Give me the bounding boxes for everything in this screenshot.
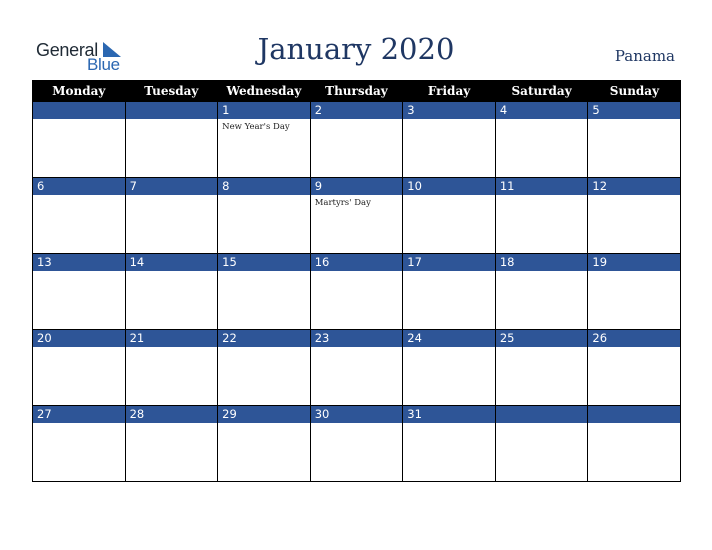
day-cell (403, 254, 496, 330)
day-cell (310, 406, 403, 482)
day-number: 16 (311, 254, 403, 271)
day-number (496, 406, 588, 423)
day-number: 8 (218, 178, 310, 195)
day-cell (218, 178, 311, 254)
weekday-monday: Monday (33, 80, 126, 102)
logo-word-general: General (36, 40, 98, 60)
day-cell (403, 102, 496, 178)
day-cell (588, 330, 681, 406)
weekday-thursday: Thursday (310, 80, 403, 102)
weekday-saturday: Saturday (495, 80, 588, 102)
day-cell (33, 406, 126, 482)
day-number: 30 (311, 406, 403, 423)
week-row-5 (33, 406, 681, 482)
weekday-header-row (33, 80, 681, 102)
day-cell (33, 330, 126, 406)
day-number: 11 (496, 178, 588, 195)
day-cell (588, 406, 681, 482)
day-cell (125, 330, 218, 406)
weekday-tuesday: Tuesday (125, 80, 218, 102)
day-cell (310, 254, 403, 330)
day-number: 31 (403, 406, 495, 423)
day-number: 1 (218, 102, 310, 119)
day-cell (588, 102, 681, 178)
day-cell (495, 254, 588, 330)
day-number: 3 (403, 102, 495, 119)
logo-word-blue: Blue (87, 55, 120, 74)
day-number: 23 (311, 330, 403, 347)
day-number: 29 (218, 406, 310, 423)
day-number: 24 (403, 330, 495, 347)
day-cell (310, 330, 403, 406)
day-cell (218, 254, 311, 330)
day-number: 2 (311, 102, 403, 119)
calendar-grid (32, 80, 681, 482)
day-number (126, 102, 218, 119)
day-number: 4 (496, 102, 588, 119)
day-number: 25 (496, 330, 588, 347)
day-number (33, 102, 125, 119)
day-cell (495, 102, 588, 178)
day-cell (125, 102, 218, 178)
day-number: 22 (218, 330, 310, 347)
day-cell (588, 178, 681, 254)
day-cell (33, 178, 126, 254)
day-number: 28 (126, 406, 218, 423)
day-cell (403, 406, 496, 482)
day-number: 19 (588, 254, 680, 271)
day-number: 21 (126, 330, 218, 347)
day-number: 14 (126, 254, 218, 271)
holiday-label: New Year's Day (222, 122, 290, 132)
day-cell (495, 330, 588, 406)
day-cell (125, 406, 218, 482)
week-row-1 (33, 102, 681, 178)
day-cell (125, 178, 218, 254)
day-cell (310, 178, 403, 254)
day-cell (33, 254, 126, 330)
day-cell (33, 102, 126, 178)
day-number (588, 406, 680, 423)
week-row-2 (33, 178, 681, 254)
day-number: 17 (403, 254, 495, 271)
weekday-sunday: Sunday (588, 80, 681, 102)
week-row-3 (33, 254, 681, 330)
day-number: 10 (403, 178, 495, 195)
day-number: 7 (126, 178, 218, 195)
day-number: 26 (588, 330, 680, 347)
day-number: 20 (33, 330, 125, 347)
day-cell (588, 254, 681, 330)
day-number: 5 (588, 102, 680, 119)
day-cell (403, 178, 496, 254)
day-number: 6 (33, 178, 125, 195)
weekday-friday: Friday (403, 80, 496, 102)
country-name: Panama (614, 47, 675, 65)
day-cell (218, 330, 311, 406)
day-cell (403, 330, 496, 406)
day-number: 9 (311, 178, 403, 195)
day-cell (218, 102, 311, 178)
day-cell (218, 406, 311, 482)
holiday-label: Martyrs' Day (314, 198, 371, 208)
day-number: 18 (496, 254, 588, 271)
calendar-title: January 2020 (257, 32, 455, 66)
day-number: 15 (218, 254, 310, 271)
day-cell (125, 254, 218, 330)
day-number: 12 (588, 178, 680, 195)
day-cell (310, 102, 403, 178)
week-row-4 (33, 330, 681, 406)
day-number: 13 (33, 254, 125, 271)
day-cell (495, 406, 588, 482)
weekday-wednesday: Wednesday (218, 80, 311, 102)
day-number: 27 (33, 406, 125, 423)
day-cell (495, 178, 588, 254)
